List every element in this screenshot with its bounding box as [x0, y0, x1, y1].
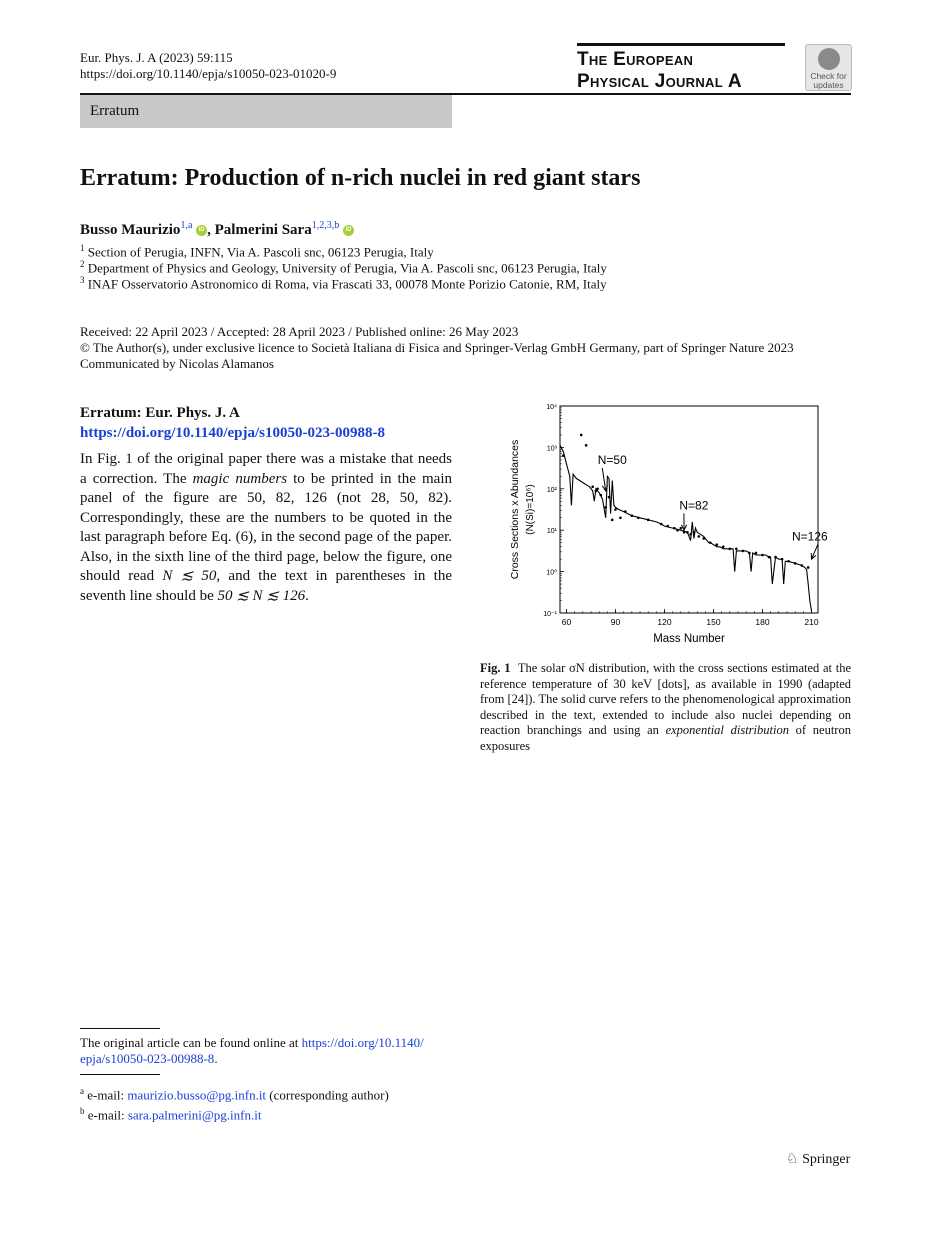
citation: Eur. Phys. J. A (2023) 59:115 — [80, 50, 233, 65]
original-article-link[interactable]: epja/s10050-023-00988-8 — [80, 1051, 215, 1066]
data-point — [774, 556, 777, 559]
affiliation-number: 1 — [80, 243, 85, 253]
data-point — [755, 552, 758, 555]
data-point — [591, 485, 594, 488]
annotation-label: N=50 — [597, 452, 627, 467]
data-point — [585, 444, 588, 447]
data-point — [742, 550, 745, 553]
data-point — [702, 537, 705, 540]
y-tick-label: 10¹ — [546, 528, 557, 536]
journal-line-1: The European — [577, 49, 694, 70]
annotation-label: N=126 — [791, 529, 828, 544]
y-tick-label: 10⁻¹ — [543, 611, 557, 618]
orcid-icon[interactable]: iD — [343, 225, 354, 236]
data-point — [781, 558, 784, 561]
email-footnote-a — [80, 1083, 389, 1103]
footnote-text: (corresponding author) — [266, 1087, 389, 1103]
y-tick-label: 10³ — [546, 445, 557, 453]
copyright-line: © The Author(s), under exclusive licence to Società Italiana di Fisica and Springer-Verlag GmbH Germany, part of Springer Nature 2023 — [80, 340, 794, 355]
data-point — [604, 506, 607, 509]
doi-text[interactable]: https://doi.org/10.1140/epja/s10050-023-01020-9 — [80, 66, 337, 81]
data-point — [715, 543, 718, 546]
body-paragraph — [80, 450, 452, 606]
publisher-logo — [786, 1151, 850, 1169]
data-point — [580, 434, 583, 437]
affiliation-text: Department of Physics and Geology, University of Perugia, Via A. Pascoli snc, 06123 Perugia, Italy — [87, 260, 607, 276]
data-point — [647, 519, 650, 522]
body-emphasis: magic numbers — [192, 470, 288, 487]
caption-text: The solar σN distribution, with the cross sections estimated at the reference temperature of 30 keV [dots], as available in 1990 (adapted from [24]). The solid curve refers to the phenomenological approximation described in the text, extended to include also nuclei depending on reaction branchings and using an — [480, 661, 851, 737]
data-point — [697, 535, 700, 538]
annotation-label: N=82 — [679, 498, 709, 513]
data-point — [660, 523, 663, 526]
journal-line-2: Physical Journal A — [577, 71, 742, 92]
orcid-icon[interactable]: iD — [196, 225, 207, 236]
data-point — [787, 560, 790, 563]
data-point — [807, 566, 810, 569]
springer-horse-icon: ♘ — [786, 1152, 799, 1167]
data-point — [637, 516, 640, 519]
article-title: Erratum: Production of n-rich nuclei in red giant stars — [80, 165, 641, 191]
affiliation-number: 2 — [80, 259, 85, 269]
data-point — [614, 508, 617, 511]
data-point — [596, 488, 599, 491]
y-axis-label: (N(Si)=10⁶) — [525, 484, 536, 535]
footnote-text: The original article can be found online at — [80, 1035, 302, 1050]
check-updates-label: Check for updates — [810, 71, 847, 90]
data-point — [624, 510, 627, 513]
data-point — [735, 548, 738, 551]
author-affiliation-ref[interactable]: 1,a — [180, 220, 193, 231]
data-point — [800, 564, 803, 567]
body-text: In Fig. 1 of the original paper there was a mistake that needs a correction. The — [80, 451, 452, 487]
series-curve — [560, 445, 812, 611]
data-point — [768, 556, 771, 559]
y-tick-label: 10⁴ — [546, 404, 557, 411]
email-link[interactable]: maurizio.busso@pg.infn.it — [127, 1087, 267, 1103]
communicated-line: Communicated by Nicolas Alamanos — [80, 356, 274, 371]
x-tick-label: 150 — [706, 617, 721, 627]
data-point — [709, 541, 712, 544]
data-point — [680, 527, 683, 530]
email-link[interactable]: sara.palmerini@pg.infn.it — [127, 1107, 262, 1123]
footnote-rule — [80, 1028, 160, 1029]
affiliation-text: Section of Perugia, INFN, Via A. Pascoli snc, 06123 Perugia, Italy — [87, 244, 434, 260]
data-point — [608, 496, 611, 499]
publisher-name: Springer — [802, 1152, 851, 1167]
body-text: to be printed in the main panel of the figure are 50, 82, 126 (not 28, 50, 82). Correspondingly, these are the numbers to be quoted in the last paragraph before Eq. (6), in the second page of the paper. Also, in the sixth line of the third page, below the figure, one should read — [80, 470, 452, 584]
caption-emphasis: exponential distribution — [665, 723, 789, 737]
body-text: , and the text in parentheses in the seventh line should be — [80, 568, 453, 604]
data-point — [562, 454, 565, 457]
author-list — [80, 216, 354, 240]
data-point — [666, 525, 669, 528]
email-footnote-b — [80, 1103, 261, 1123]
dates-line: Received: 22 April 2023 / Accepted: 28 April 2023 / Published online: 26 May 2023 — [80, 324, 519, 339]
journal-title — [577, 43, 785, 93]
footnote-text: e-mail: — [84, 1107, 128, 1123]
footnote-rule — [80, 1074, 160, 1075]
data-point — [722, 545, 725, 548]
author-separator: , — [207, 222, 215, 238]
data-point — [693, 531, 696, 534]
body-text: . — [305, 587, 309, 604]
caption-label: Fig. 1 — [480, 661, 511, 675]
x-tick-label: 60 — [561, 617, 572, 627]
running-header — [80, 50, 336, 82]
footnote-text: . — [214, 1051, 218, 1066]
x-tick-label: 210 — [804, 617, 819, 627]
affiliation-text: INAF Osservatorio Astronomico di Roma, via Frascati 33, 00078 Monte Porizio Catonie, RM, Italy — [87, 276, 607, 292]
x-tick-label: 120 — [657, 617, 672, 627]
data-point — [689, 533, 692, 536]
data-point — [600, 494, 603, 497]
footnote-label: a — [80, 1086, 84, 1096]
original-article-note — [80, 1035, 452, 1067]
article-type-band: Erratum — [80, 95, 452, 128]
affiliation — [80, 272, 607, 292]
data-point — [748, 552, 751, 555]
data-point — [595, 490, 598, 493]
data-point — [761, 554, 764, 557]
y-tick-label: 10² — [546, 486, 557, 494]
bookmark-icon — [818, 48, 840, 70]
data-point — [631, 514, 634, 517]
footnote-text: e-mail: — [84, 1087, 128, 1103]
figure-caption — [480, 661, 851, 754]
affiliation-number: 3 — [80, 275, 85, 285]
y-axis-label: Cross Sections x Abundances — [509, 439, 521, 580]
figure-chart — [505, 398, 830, 650]
x-tick-label: 90 — [610, 617, 621, 627]
publication-dates — [80, 324, 794, 372]
data-point — [729, 548, 732, 551]
author-name: Busso Maurizio — [80, 222, 181, 238]
x-tick-label: 180 — [755, 617, 770, 627]
data-point — [683, 531, 686, 534]
data-point — [619, 516, 622, 519]
footnote-label: b — [80, 1106, 85, 1116]
data-point — [673, 527, 676, 530]
x-axis-label: Mass Number — [653, 633, 725, 645]
y-tick-label: 10⁰ — [546, 569, 557, 577]
section-heading — [80, 403, 385, 443]
data-point — [794, 562, 797, 565]
data-point — [611, 519, 614, 522]
section-doi-link[interactable]: https://doi.org/10.1140/epja/s10050-023-00988-8 — [80, 425, 386, 441]
caption-text: of neutron exposures — [480, 723, 851, 753]
author-affiliation-ref[interactable]: 1,2,3,b — [311, 220, 340, 231]
original-article-link[interactable]: https://doi.org/10.1140/ — [301, 1035, 424, 1050]
math-inline: N ≲ 50 — [162, 568, 217, 584]
check-updates-badge[interactable] — [805, 44, 852, 91]
data-point — [676, 529, 679, 532]
section-title: Erratum: Eur. Phys. J. A — [80, 405, 240, 421]
data-point — [686, 531, 689, 534]
math-inline: 50 ≲ N ≲ 126 — [217, 587, 306, 604]
author-name: Palmerini Sara — [214, 222, 312, 238]
